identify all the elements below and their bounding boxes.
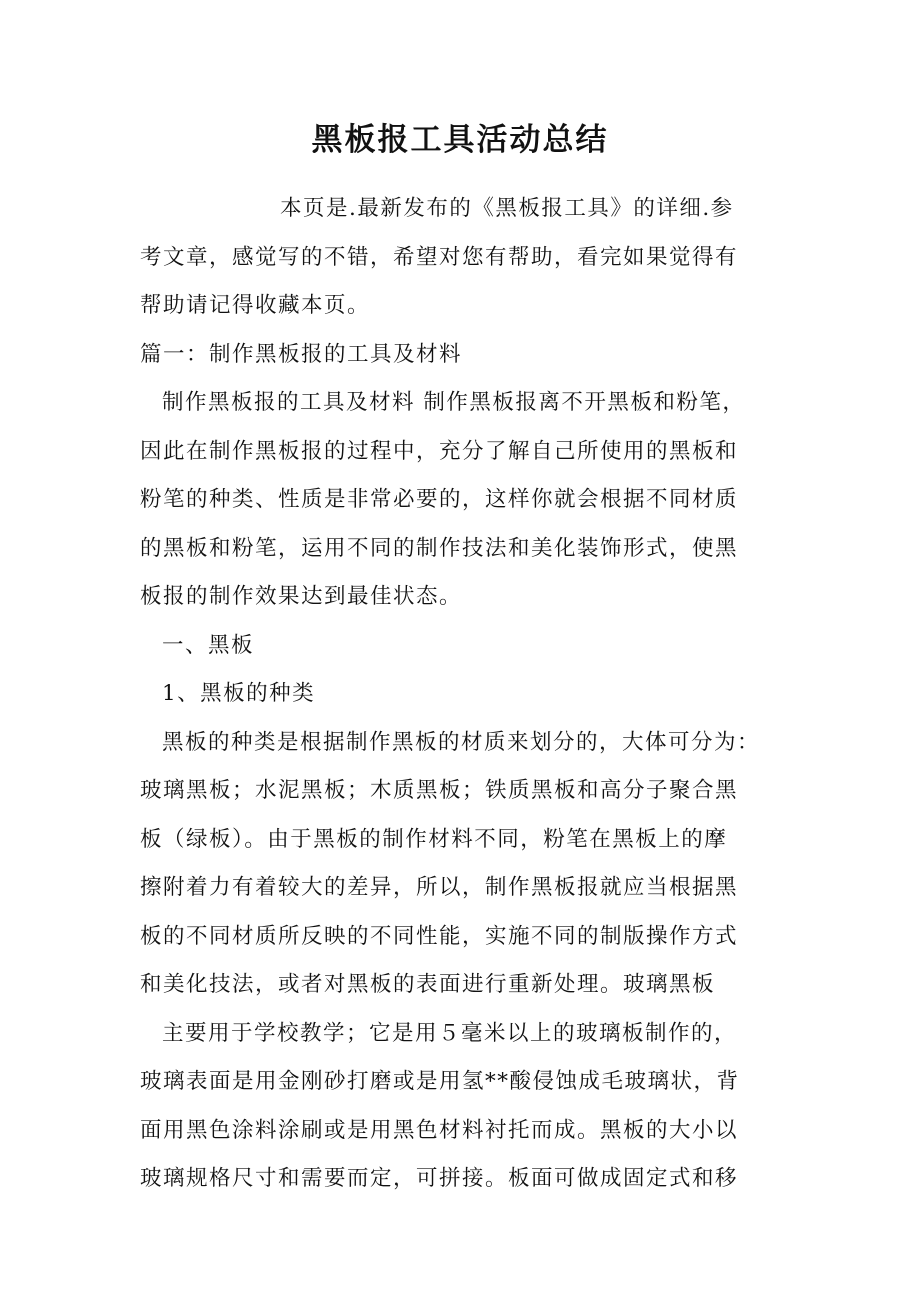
subheading-blackboard-types: 1、黑板的种类 <box>162 681 316 706</box>
paragraph-line: 擦附着力有着较大的差异，所以，制作黑板报就应当根据黑 <box>140 875 739 900</box>
paragraph-line: 粉笔的种类、性质是非常必要的，这样你就会根据不同材质 <box>140 487 739 512</box>
paragraph-line: 板（绿板）。由于黑板的制作材料不同，粉笔在黑板上的摩 <box>140 826 728 852</box>
section-heading: 篇一：制作黑板报的工具及材料 <box>140 341 463 367</box>
paragraph-line: 玻璃表面是用金刚砂打磨或是用氢**酸侵蚀成毛玻璃状，背 <box>140 1069 740 1094</box>
subheading-blackboard: 一、黑板 <box>162 632 255 658</box>
document-title: 黑板报工具活动总结 <box>311 122 609 158</box>
intro-line-3: 帮助请记得收藏本页。 <box>140 293 371 318</box>
paragraph-line: 主要用于学校教学；它是用５毫米以上的玻璃板制作的， <box>162 1020 738 1046</box>
paragraph-line: 制作黑板报的工具及材料 制作黑板报离不开黑板和粉笔， <box>162 390 746 415</box>
paragraph-line: 板的不同材质所反映的不同性能，实施不同的制版操作方式 <box>140 923 739 949</box>
intro-line-2: 考文章，感觉写的不错，希望对您有帮助，看完如果觉得有 <box>140 244 739 270</box>
paragraph-line: 玻璃黑板；水泥黑板；木质黑板；铁质黑板和高分子聚合黑 <box>140 778 739 803</box>
intro-line-1: 本页是.最新发布的《黑板报工具》的详细.参 <box>280 196 734 221</box>
paragraph-line: 板报的制作效果达到最佳状态。 <box>140 584 463 609</box>
document-body <box>140 185 790 1204</box>
paragraph-line: 的黑板和粉笔，运用不同的制作技法和美化装饰形式，使黑 <box>140 535 739 561</box>
paragraph-line: 面用黑色涂料涂刷或是用黑色材料衬托而成。黑板的大小以 <box>140 1117 739 1143</box>
paragraph-line: 黑板的种类是根据制作黑板的材质来划分的，大体可分为： <box>162 729 761 755</box>
paragraph-line: 玻璃规格尺寸和需要而定，可拼接。板面可做成固定式和移 <box>140 1166 739 1191</box>
paragraph-line: 因此在制作黑板报的过程中，充分了解自己所使用的黑板和 <box>140 438 739 464</box>
paragraph-line: 和美化技法，或者对黑板的表面进行重新处理。玻璃黑板 <box>140 972 716 997</box>
